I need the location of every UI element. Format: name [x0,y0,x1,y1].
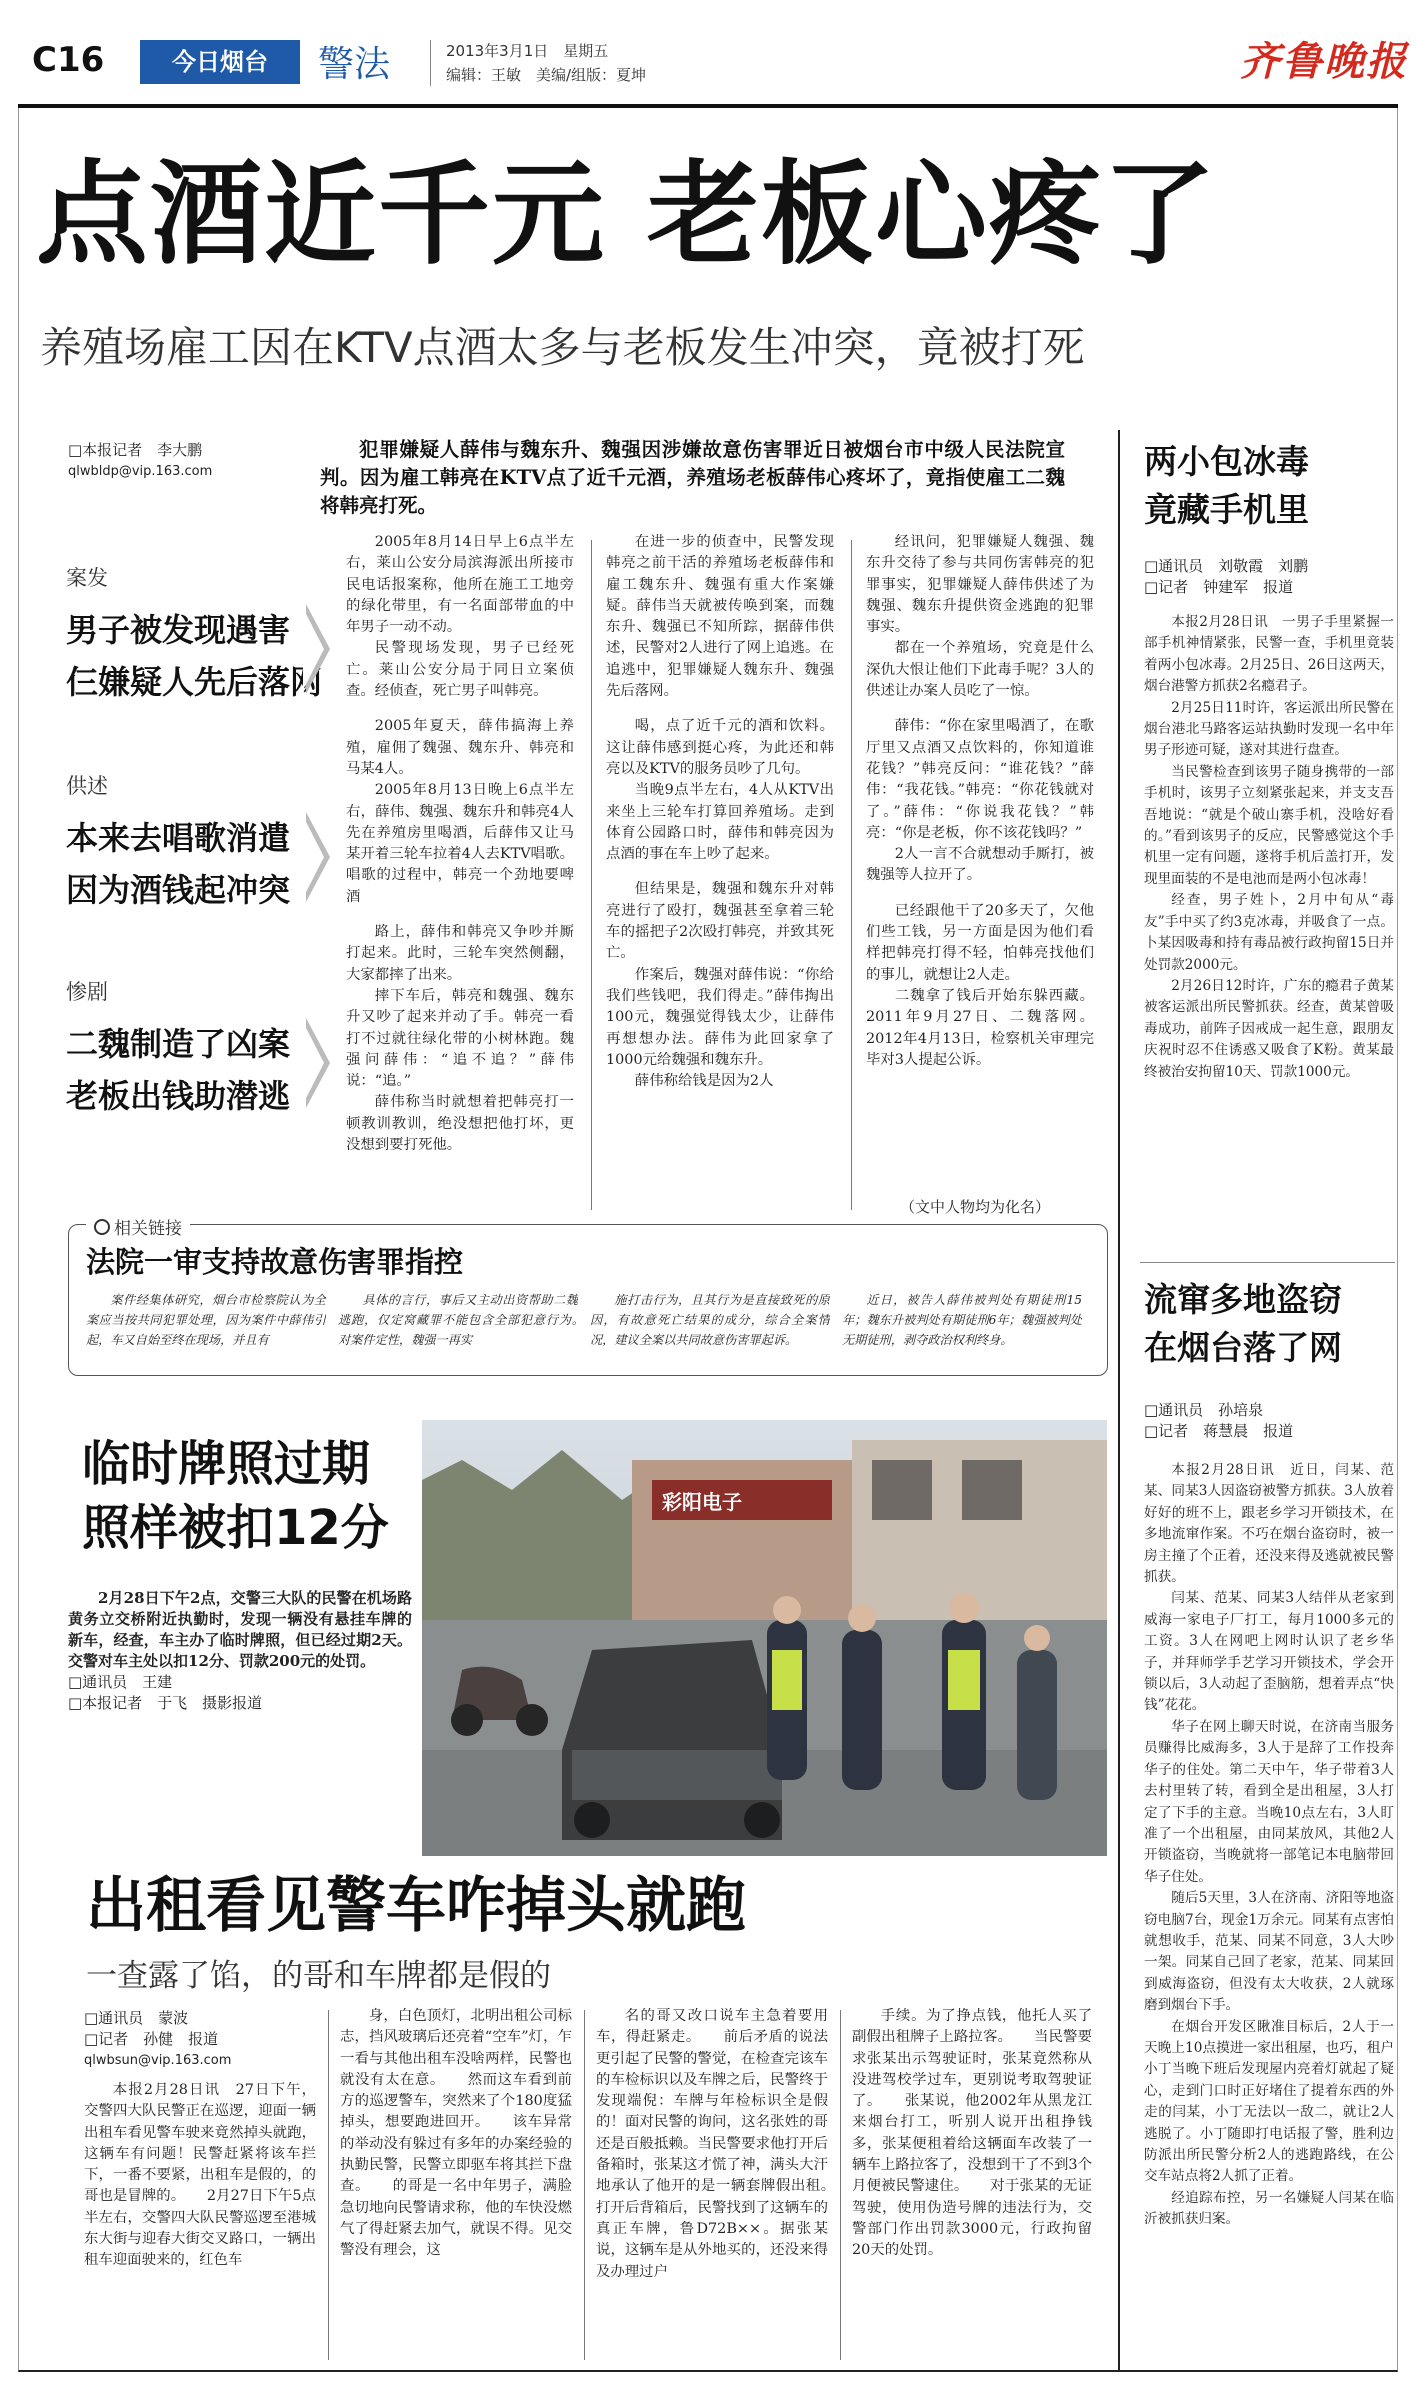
section-title: 警法 [318,44,391,85]
right2-byline-1: □通讯员 孙培泉 [1144,1401,1264,1419]
lead-paragraph: 喝，点了近千元的酒和饮料。这让薛伟感到挺心疼，为此还和韩亮以及KTV的服务员吵了几句。 [606,718,834,777]
lead-paragraph: 作案后，魏强对薛伟说：“你给我们些钱吧，我们得走。”薛伟掏出100元，魏强觉得钱太少，让薛伟再想想办法。薛伟为此回家拿了1000元给魏强和魏东升。 [606,966,834,1068]
lead-reporter-email: qlwbldp@vip.163.com [68,464,213,479]
lead-paragraph: 2005年8月13日晚上6点半左右，薛伟、魏强、魏东升和韩亮4人先在养殖房里喝酒，后薛伟又让马某开着三轮车拉着4人去KTV唱歌。唱歌的过程中，韩亮一个劲地要啤酒 [346,782,574,905]
right1-paragraph: 当民警检查到该男子随身携带的一部手机时，该男子立刻紧张起来，并支支吾吾地说：“就是个破山寨手机，没啥好看的。”看到该男子的反应，民警感觉这个手机里一定有问题，遂将手机后盖打开，发现里面装的不是电池而是两小包冰毒！ [1144,763,1394,887]
lead-subhead: 养殖场雇工因在KTV点酒太多与老板发生冲突，竟被打死 [40,323,1085,372]
lead-paragraph: 当晚9点半左右，4人从KTV出来坐上三轮车打算回养殖场。走到体育公园路口时，薛伟和韩亮因为点酒的事在车上吵了起来。 [606,782,834,863]
section-label-2: 供述 [66,774,108,798]
photo-credit-2: □本报记者 于飞 摄影报道 [68,1694,263,1712]
lead-paragraph: 二魏拿了钱后开始东躲西藏。2011年9月27日、二魏落网。2012年4月13日，检察机关审理完毕对3人提起公诉。 [866,987,1094,1068]
lead-paragraph: 2人一言不合就想动手厮打，被魏强等人拉开了。 [866,846,1094,884]
right2-headline-line-2: 在烟台落了网 [1144,1328,1342,1367]
taxi-headline: 出租看见警车咋掉头就跑 [86,1871,746,1941]
lead-paragraph: 薛伟：“你在家里喝酒了，在歌厅里又点酒又点饮料的，你知道谁花钱？”韩亮反问：“谁花钱？”薛伟：“我花钱。”韩亮：“你花钱就对了。”薛伟：“你说我花钱？”韩亮：“你是老板，你不该花钱吗？” [866,718,1094,841]
lead-paragraph: 2005年8月14日早上6点半左右，莱山公安分局滨海派出所接市民电话报案称，他所在施工工地旁的绿化带里，有一名面部带血的中年男子一动不动。 [346,534,574,636]
section-label-3: 惨剧 [66,980,108,1004]
photo-caption-text: 2月28日下午2点，交警三大队的民警在机场路黄务立交桥附近执勤时，发现一辆没有悬挂车牌的新车，经查，车主办了临时牌照，但已经过期2天。交警对车主处以扣12分、罚款200元的处罚。 [68,1589,412,1670]
section-heading-3b: 老板出钱助潜逃 [66,1077,291,1115]
header-divider [430,40,431,86]
right1-paragraph: 2月25日11时许，客运派出所民警在烟台港北马路客运站执勤时发现一名中年男子形迹可疑，遂对其进行盘查。 [1144,699,1394,759]
lead-headline: 点酒近千元 老板心疼了 [36,150,1217,280]
taxi-byline-email: qlwbsun@vip.163.com [84,2053,232,2068]
right2-paragraph: 在烟台开发区瞅准目标后，2人于一天晚上10点摸进一家出租屋，也巧，租户小丁当晚下班后发现屋内亮着灯就起了疑心，走到门口时正好堵住了提着东西的外走的闫某，小丁无法以一敌二，就让2人逃脱了。小丁随即打电话报了警，胜利边防派出所民警分析2人的逃跑路线，在公交车站点将2人抓了正着。 [1144,2018,1394,2185]
right2-headline-line-1: 流窜多地盗窃 [1144,1280,1342,1319]
section-label-1: 案发 [66,566,108,590]
lead-paragraph: 摔下车后，韩亮和魏强、魏东升又吵了起来并动了手。韩亮一看打不过就往绿化带的小树林跑。魏强问薛伟：“追不追？”薛伟说：“追。” [346,987,574,1090]
lead-paragraph: 经讯问，犯罪嫌疑人魏强、魏东升交待了参与共同伤害韩亮的犯罪事实，犯罪嫌疑人薛伟供述了为魏强、魏东升提供资金逃跑的犯罪事实。 [866,534,1094,636]
taxi-column-1: 本报2月28日讯 27日下午，交警四大队民警正在巡逻，迎面一辆出租车看见警车驶来竟然掉头就跑，这辆车有问题！民警赶紧将该车拦下，一番不要紧，出租车是假的，的哥也是冒牌的。 2月27日下午5点半左右，交警四大队民警巡逻至港城东大街与迎春大街交叉路口，一辆出租车迎面驶来的，红色车 [84,2082,316,2269]
page-number: C16 [32,40,105,80]
page-header [0,0,1417,108]
date-line: 2013年3月1日 星期五 [446,42,609,60]
editor-line: 编辑：王敏 美编/组版：夏坤 [446,66,647,84]
taxi-subhead: 一查露了馅，的哥和车牌都是假的 [86,1958,551,1994]
taxi-byline-2: □记者 孙健 报道 [84,2030,219,2048]
right2-paragraph: 华子在网上聊天时说，在济南当服务员赚得比威海多，3人于是辞了工作投奔华子的住处。第二天中午，华子带着3人去村里转了转，看到全是出租屋，3人打定了下手的主意。当晚10点左右，3人盯准了一个出租屋，由同某放风，其他2人开锁盗窃，当晚就将一部笔记本电脑带回华子住处。 [1144,1718,1394,1885]
right1-paragraph: 2月26日12时许，广东的瘾君子黄某被客运派出所民警抓获。经查，黄某曾吸毒成功，前阵子因戒成一起生意，跟朋友庆祝时忍不住诱惑又吸食了K粉。黄某最终被治安拘留10天、罚款1000元。 [1144,977,1394,1080]
page-frame [18,108,1398,2372]
right1-byline-2: □记者 钟建军 报道 [1144,578,1294,596]
lead-paragraph: 已经跟他干了20多天了，欠他们些工钱，另一方面是因为他们看样把韩亮打得不轻，怕韩亮找他们的事儿，就想让2人走。 [866,902,1094,983]
right1-paragraph: 本报2月28日讯 一男子手里紧握一部手机神情紧张，民警一查，手机里竟装着两小包冰毒。2月25日、26日这两天，烟台港警方抓获2名瘾君子。 [1144,614,1394,695]
related-column-2: 具体的言行，事后又主动出资帮助二魏逃跑，仅定窝藏罪不能包含全部犯意行为。 对案件定性，魏强一再实 [338,1293,578,1347]
right1-headline-line-2: 竟藏手机里 [1144,490,1309,529]
lead-intro: 犯罪嫌疑人薛伟与魏东升、魏强因涉嫌故意伤害罪近日被烟台市中级人民法院宣判。因为雇工韩亮在KTV点了近千元酒，养殖场老板薛伟心疼坏了，竟指使雇工二魏将韩亮打死。 [320,438,1065,517]
right1-paragraph: 经查，男子姓卜，2月中旬从“毒友”手中买了约3克冰毒，并吸食了一点。卜某因吸毒和持有毒品被行政拘留15日并处罚款2000元。 [1144,892,1394,973]
right1-headline-line-1: 两小包冰毒 [1144,442,1309,481]
section-heading-3a: 二魏制造了凶案 [66,1025,291,1063]
taxi-column-2: 身，白色顶灯，北明出租公司标志，挡风玻璃后还亮着“空车”灯，乍一看与其他出租车没啥两样，民警也就没有太在意。 然而这车看到前方的巡逻警车，突然来了个180度猛掉头，想要跑进回开。 该车异常的举动没有躲过有多年的办案经验的执勤民警，民警立即驱车将其拦下盘查。 的哥是一名中年男子，满脸急切地向民警请求称，他的车快没燃气了得赶紧去加气，就误不得。见交警没有理会，这 [340,2008,572,2259]
taxi-column-4: 手续。为了挣点钱，他托人买了副假出租牌子上路拉客。 当民警要求张某出示驾驶证时，张某竟然称从没进驾校学过车，更别说考取驾驶证了。 张某说，他2002年从黑龙江来烟台打工，听别人说开出租挣钱多，张某便租着给这辆面车改装了一辆车上路拉客了，没想到干了不到3个月便被民警逮住。 对于张某的无证驾驶，使用伪造号牌的违法行为，交警部门作出罚款3000元，行政拘留20天的处罚。 [852,2008,1092,2259]
section-heading-1a: 男子被发现遇害 [66,611,291,649]
photo-headline-line-2: 照样被扣12分 [82,1500,389,1556]
section-heading-2a: 本来去唱歌消遣 [66,819,291,857]
right2-paragraph: 闫某、范某、同某3人结伴从老家到威海一家电子厂打工，每月1000多元的工资。3人在网吧上网时认识了老乡华子，并拜师学手艺学习开锁技术，学会开锁以后，3人动起了歪脑筋，想着弄点“快钱”花花。 [1144,1590,1394,1714]
lead-paragraph: 在进一步的侦查中，民警发现韩亮之前干活的养殖场老板薛伟和雇工魏东升、魏强有重大作案嫌疑。薛伟当天就被传唤到案，而魏东升、魏强已不知所踪，据薛伟供述，民警对2人进行了网上追逃。在追逃中，犯罪嫌疑人魏东升、魏强先后落网。 [606,534,834,700]
photo-shop-sign: 彩阳电子 [662,1490,742,1514]
lead-paragraph: 2005年夏天，薛伟搞海上养殖，雇佣了魏强、魏东升、韩亮和马某4人。 [346,718,574,777]
lead-paragraph: 但结果是，魏强和魏东升对韩亮进行了殴打，魏强甚至拿着三轮车的摇把子2次殴打韩亮，并致其死亡。 [606,881,834,962]
photo-headline-line-1: 临时牌照过期 [82,1436,371,1492]
section-badge: 今日烟台 [140,40,300,84]
lead-footnote: （文中人物均为化名） [900,1198,1051,1216]
related-title: 法院一审支持故意伤害罪指控 [86,1245,464,1279]
lead-paragraph: 路上，薛伟和韩亮又争吵并厮打起来。此时，三轮车突然侧翻，大家都摔了出来。 [346,924,574,983]
lead-paragraph: 薛伟称给钱是因为2人 [634,1073,774,1090]
right2-paragraph: 本报2月28日讯 近日，闫某、范某、同某3人因盗窃被警方抓获。3人放着好好的班不上，跟老乡学习开锁技术，在多地流窜作案。不巧在烟台盗窃时，被一房主撞了个正着，还没来得及逃就被民警抓获。 [1144,1462,1394,1586]
masthead-logo: 齐鲁晚报 [1240,38,1408,85]
taxi-byline-1: □通讯员 蒙波 [84,2009,189,2027]
section-heading-1b: 仨嫌疑人先后落网 [66,663,323,701]
taxi-column-3: 名的哥又改口说车主急着要用车，得赶紧走。 前后矛盾的说法更引起了民警的警觉，在检查完该车的车检标识以及车牌之后，民警终于发现端倪：车牌与年检标识全是假的！面对民警的询问，这名张姓的哥还是百般抵赖。当民警要求他打开后备箱时，张某这才慌了神，满头大汗地承认了他开的是一辆套牌假出租。 打开后背箱后，民警找到了这辆车的真正车牌，鲁D72B××。据张某说，这辆车是从外地买的，还没来得及办理过户 [596,2008,828,2280]
related-column-3: 施打击行为，且其行为是直接致死的原因，有故意死亡结果的成分，综合全案情况，建议全案以共同故意伤害罪起诉。 [590,1293,830,1347]
right2-paragraph: 经追踪布控，另一名嫌疑人闫某在临沂被抓获归案。 [1144,2189,1394,2228]
lead-paragraph: 都在一个养殖场，究竟是什么深仇大恨让他们下此毒手呢？3人的供述让办案人员吃了一惊。 [866,640,1094,700]
photo-credit-1: □通讯员 王建 [68,1673,173,1691]
related-column-4: 近日，被告人薛伟被判处有期徒刑15年；魏东升被判处有期徒刑6年；魏强被判处无期徒刑，剥夺政治权利终身。 [842,1293,1082,1347]
section-heading-2b: 因为酒钱起冲突 [66,871,291,909]
right1-byline-1: □通讯员 刘敬霞 刘鹏 [1144,557,1309,575]
lead-paragraph: 民警现场发现，男子已经死亡。莱山公安分局于同日立案侦查。经侦查，死亡男子叫韩亮。 [346,640,574,700]
right2-byline-2: □记者 蒋慧晨 报道 [1144,1422,1294,1440]
related-tag-label: 相关链接 [114,1219,182,1239]
lead-reporter: □本报记者 李大鹏 [68,441,203,459]
related-column-1: 案件经集体研究，烟台市检察院认为全案应当按共同犯罪处理，因为案件中薛伟引起，车又自始至终在现场，并且有 [86,1293,326,1347]
lead-paragraph: 薛伟称当时就想着把韩亮打一顿教训教训，绝没想把他打坏，更没想到要打死他。 [346,1094,574,1154]
right2-paragraph: 随后5天里，3人在济南、济阳等地盗窃电脑7台，现金1万余元。同某有点害怕就想收手，范某、同某不同意，3人大吵一架。同某自己回了老家，范某、同某回到威海盗窃，但没有太大收获，2人就琢磨到烟台下手。 [1144,1890,1394,2014]
